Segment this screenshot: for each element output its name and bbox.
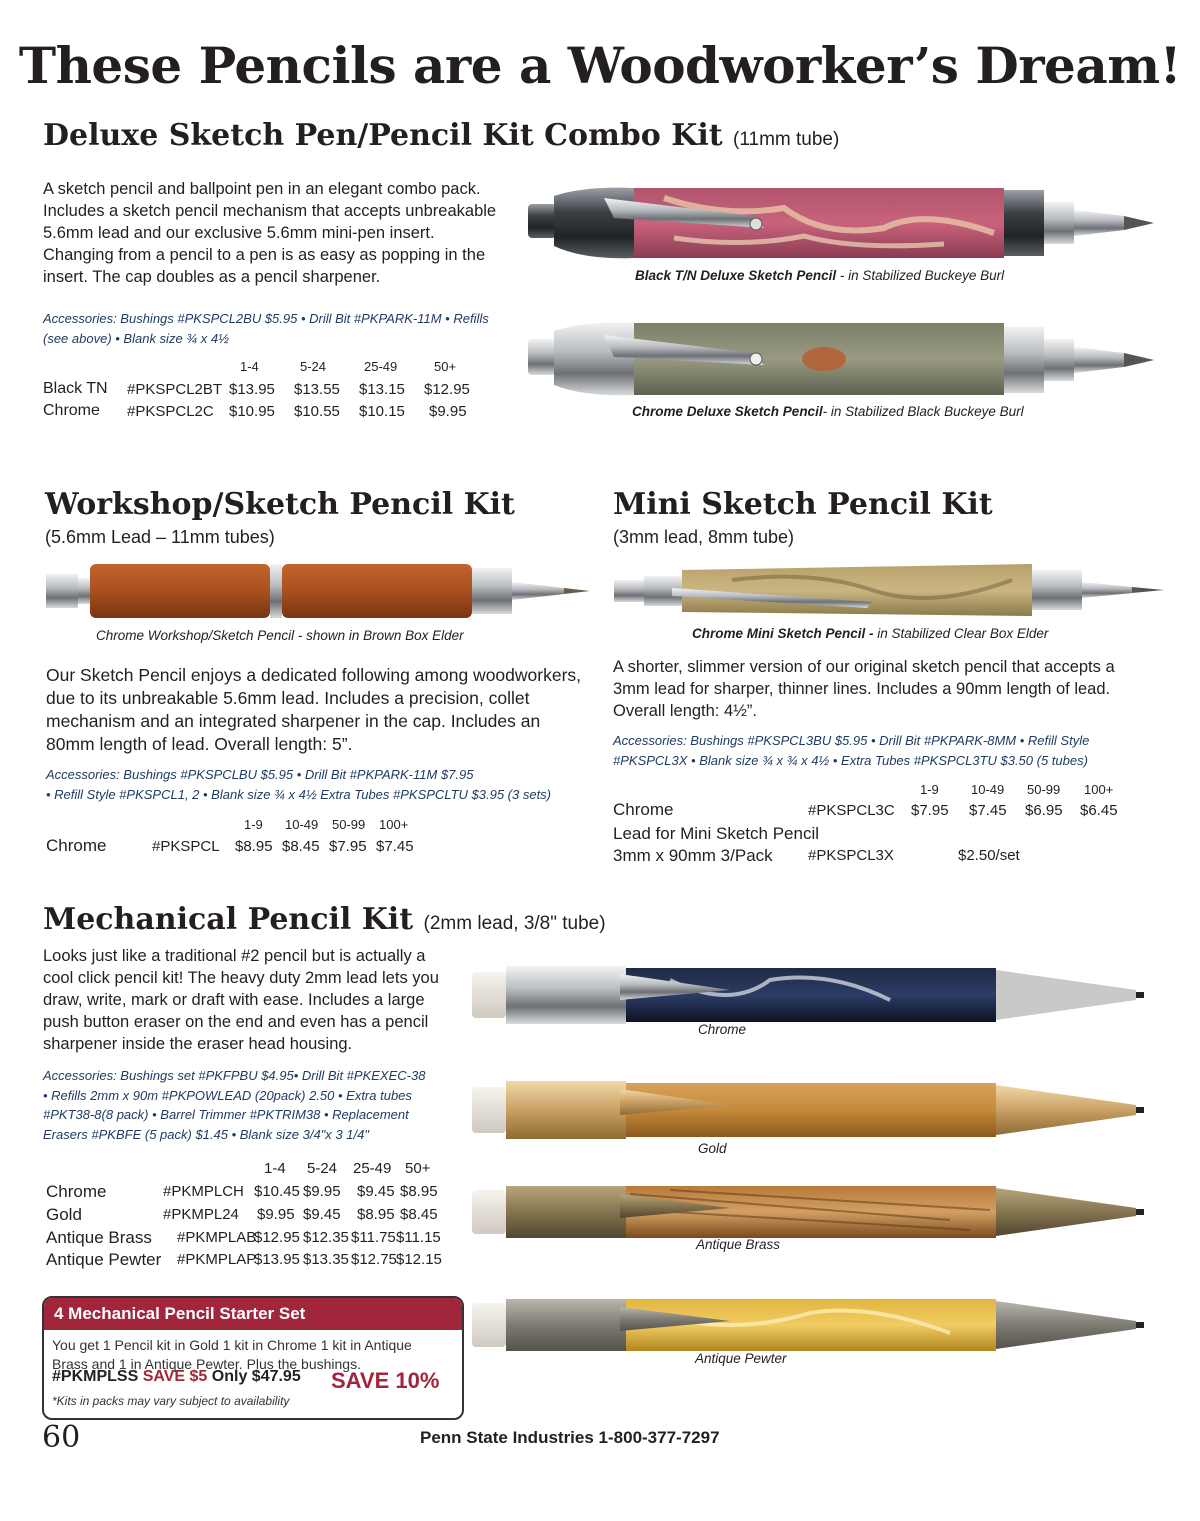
mechanical-desc-line: Looks just like a traditional #2 pencil but is actually a xyxy=(43,947,426,965)
table-row-name: Black TN xyxy=(43,380,108,397)
starter-set-title: 4 Mechanical Pencil Starter Set xyxy=(44,1298,462,1330)
mechanical-subtitle: (2mm lead, 3/8" tube) xyxy=(423,913,606,934)
table-cell-price: $6.95 xyxy=(1025,802,1063,819)
table-row-sku: #PKMPLCH xyxy=(163,1183,244,1200)
mini-desc-line: A shorter, slimmer version of our original sketch pencil that accepts a xyxy=(613,658,1115,676)
workshop-desc-line: Our Sketch Pencil enjoys a dedicated following among woodworkers, xyxy=(46,665,582,685)
table-cell-price: $9.45 xyxy=(357,1183,395,1200)
price-header: 25-49 xyxy=(364,359,398,374)
price-header: 50+ xyxy=(405,1160,431,1177)
table-cell-price: $7.95 xyxy=(911,802,949,819)
caption-bold: Black T/N Deluxe Sketch Pencil xyxy=(635,268,837,283)
chrome-deluxe-caption xyxy=(632,404,1024,419)
deluxe-description xyxy=(43,178,513,288)
table-row-sku: #PKMPLAB xyxy=(177,1229,257,1246)
mechanical-title: Mechanical Pencil Kit xyxy=(43,902,414,937)
chrome-mechanical-caption: Chrome xyxy=(698,1022,747,1037)
caption-bold: Chrome Mini Sketch Pencil - xyxy=(692,626,874,641)
price-header: 1-4 xyxy=(240,359,259,374)
mini-accessories xyxy=(613,731,1173,770)
table-cell-price: $9.95 xyxy=(429,403,467,420)
workshop-sketch-pencil-image xyxy=(44,560,594,622)
table-cell-price: $7.95 xyxy=(329,838,367,855)
page-number: 60 xyxy=(42,1420,81,1455)
table-row-name: Chrome xyxy=(613,800,674,819)
lead-refill-price: $2.50/set xyxy=(958,847,1020,864)
table-cell-price: $9.95 xyxy=(257,1206,295,1223)
table-row-name: Antique Brass xyxy=(46,1228,152,1247)
starter-set-box xyxy=(42,1296,464,1420)
table-cell-price: $12.95 xyxy=(424,381,470,398)
mini-sketch-pencil-image xyxy=(612,560,1172,620)
workshop-caption: Chrome Workshop/Sketch Pencil - shown in Brown Box Elder xyxy=(96,628,464,643)
table-row-name: Chrome xyxy=(46,1182,107,1201)
workshop-acc-line: Accessories: Bushings #PKSPCLBU $5.95 • Drill Bit #PKPARK-11M $7.95 xyxy=(46,767,474,782)
price-header: 5-24 xyxy=(300,359,327,374)
table-cell-price: $13.55 xyxy=(294,381,340,398)
mini-title: Mini Sketch Pencil Kit xyxy=(613,487,993,522)
mini-acc-line: #PKSPCL3X • Blank size ¾ x ¾ x 4½ • Extra Tubes #PKSPCL3TU $3.50 (5 tubes) xyxy=(613,752,1088,768)
gold-mechanical-pencil-image xyxy=(470,1075,1150,1145)
table-cell-price: $13.95 xyxy=(229,381,275,398)
deluxe-acc-line: Accessories: Bushings #PKSPCL2BU $5.95 • Drill Bit #PKPARK-11M • Refills xyxy=(43,311,489,326)
black-tn-sketch-pencil-image xyxy=(524,178,1164,268)
price-header: 50-99 xyxy=(1027,782,1061,797)
table-cell-price: $11.75 xyxy=(351,1229,396,1246)
deluxe-title: Deluxe Sketch Pen/Pencil Kit Combo Kit xyxy=(43,118,723,153)
antique-pewter-mechanical-caption: Antique Pewter xyxy=(695,1351,787,1366)
price-header: 1-9 xyxy=(244,817,263,832)
table-cell-price: $13.15 xyxy=(359,381,405,398)
table-row-name: Chrome xyxy=(46,836,107,855)
table-cell-price: $13.35 xyxy=(303,1251,349,1268)
table-row-name: Gold xyxy=(46,1205,82,1224)
table-row-sku: #PKSPCL xyxy=(152,838,220,855)
table-cell-price: $12.95 xyxy=(254,1229,300,1246)
table-cell-price: $12.15 xyxy=(396,1251,442,1268)
lead-refill-sku: #PKSPCL3X xyxy=(808,847,894,864)
price-header: 50+ xyxy=(434,359,457,374)
table-cell-price: $7.45 xyxy=(969,802,1007,819)
starter-set-price: Only $47.95 xyxy=(211,1368,301,1385)
mechanical-acc-line: #PKT38-8(8 pack) • Barrel Trimmer #PKTRIM38 • Replacement xyxy=(43,1107,409,1122)
mechanical-accessories xyxy=(43,1066,463,1144)
deluxe-desc-line: 5.6mm lead and our exclusive 5.6mm mini-pen insert. xyxy=(43,224,435,242)
mini-desc-line: 3mm lead for sharper, thinner lines. Includes a 90mm length of lead. xyxy=(613,680,1111,698)
antique-brass-mechanical-caption: Antique Brass xyxy=(696,1237,781,1252)
table-cell-price: $10.45 xyxy=(254,1183,300,1200)
table-row-sku: #PKSPCL2C xyxy=(127,403,214,420)
mechanical-acc-line: Erasers #PKBFE (5 pack) $1.45 • Blank size 3/4"x 3 1/4" xyxy=(43,1126,369,1142)
table-cell-price: $10.55 xyxy=(294,403,340,420)
starter-set-sku: #PKMPLSS xyxy=(52,1368,139,1385)
workshop-title: Workshop/Sketch Pencil Kit xyxy=(45,487,515,522)
caption-bold: Chrome Deluxe Sketch Pencil xyxy=(632,404,823,419)
table-cell-price: $9.45 xyxy=(303,1206,341,1223)
table-row-name: Antique Pewter xyxy=(46,1250,162,1269)
table-cell-price: $12.35 xyxy=(303,1229,349,1246)
table-cell-price: $7.45 xyxy=(376,838,414,855)
mini-acc-line: Accessories: Bushings #PKSPCL3BU $5.95 • Drill Bit #PKPARK-8MM • Refill Style xyxy=(613,733,1090,748)
starter-set-note: *Kits in packs may vary subject to availability xyxy=(52,1394,290,1408)
table-cell-price: $8.95 xyxy=(235,838,273,855)
workshop-desc-line: due to its unbreakable 5.6mm lead. Includes a precision, collet xyxy=(46,688,530,708)
mechanical-desc-line: sharpener inside the eraser head housing. xyxy=(43,1035,353,1053)
deluxe-desc-line: A sketch pencil and ballpoint pen in an elegant combo pack. xyxy=(43,180,481,198)
price-header: 50-99 xyxy=(332,817,366,832)
black-tn-caption xyxy=(635,268,1004,283)
deluxe-accessories xyxy=(43,309,513,348)
starter-set-line: You get 1 Pencil kit in Gold 1 kit in Chrome 1 kit in Antique xyxy=(52,1337,412,1353)
footer-company: Penn State Industries 1-800-377-7297 xyxy=(420,1428,720,1447)
mini-description xyxy=(613,656,1173,722)
table-cell-price: $10.15 xyxy=(359,403,405,420)
table-cell-price: $13.95 xyxy=(254,1251,300,1268)
price-header: 25-49 xyxy=(353,1160,392,1177)
mini-subtitle: (3mm lead, 8mm tube) xyxy=(613,527,795,547)
price-header: 100+ xyxy=(1084,782,1114,797)
antique-brass-mechanical-pencil-image xyxy=(470,1180,1150,1245)
workshop-desc-line: 80mm length of lead. Overall length: 5”. xyxy=(46,734,353,754)
price-header: 5-24 xyxy=(307,1160,338,1177)
mechanical-desc-line: push button eraser on the end and even has a pencil xyxy=(43,1013,429,1031)
table-cell-price: $6.45 xyxy=(1080,802,1118,819)
workshop-desc-line: mechanism and an integrated sharpener in the cap. Includes an xyxy=(46,711,541,731)
caption-rest: - in Stabilized Buckeye Burl xyxy=(836,268,1005,283)
mechanical-section-title xyxy=(43,902,606,937)
table-cell-price: $8.95 xyxy=(400,1183,438,1200)
save-percent-badge: SAVE 10% xyxy=(331,1368,440,1393)
table-row-name: Chrome xyxy=(43,402,100,419)
starter-set-offer xyxy=(52,1368,301,1386)
starter-set-save: SAVE $5 xyxy=(142,1368,208,1385)
chrome-deluxe-sketch-pencil-image xyxy=(524,315,1164,405)
mechanical-description xyxy=(43,945,463,1055)
table-cell-price: $10.95 xyxy=(229,403,275,420)
price-header: 100+ xyxy=(379,817,409,832)
table-row-sku: #PKSPCL2BT xyxy=(127,381,223,398)
mechanical-acc-line: Accessories: Bushings set #PKFPBU $4.95• Drill Bit #PKEXEC-38 xyxy=(43,1068,426,1083)
table-cell-price: $8.45 xyxy=(282,838,320,855)
chrome-mechanical-pencil-image xyxy=(470,960,1150,1030)
deluxe-section-title xyxy=(43,118,839,153)
deluxe-desc-line: Includes a sketch pencil mechanism that accepts unbreakable xyxy=(43,202,497,220)
starter-set-line: Brass and 1 in Antique Pewter. Plus the bushings. xyxy=(52,1356,361,1372)
table-row-sku: #PKMPL24 xyxy=(163,1206,239,1223)
table-cell-price: $11.15 xyxy=(396,1229,441,1246)
mini-caption xyxy=(692,626,1048,641)
price-header: 10-49 xyxy=(285,817,319,832)
price-header: 10-49 xyxy=(971,782,1005,797)
table-row-sku: #PKMPLAP xyxy=(177,1251,257,1268)
workshop-acc-line: • Refill Style #PKSPCL1, 2 • Blank size ¾ x 4½ Extra Tubes #PKSPCLTU $3.95 (3 sets) xyxy=(46,786,552,802)
table-cell-price: $8.45 xyxy=(400,1206,438,1223)
deluxe-desc-line: insert. The cap doubles as a pencil sharpener. xyxy=(43,268,381,286)
caption-rest: - in Stabilized Black Buckeye Burl xyxy=(822,404,1024,419)
mini-desc-line: Overall length: 4½”. xyxy=(613,702,757,720)
deluxe-acc-line: (see above) • Blank size ¾ x 4½ xyxy=(43,330,229,346)
mechanical-desc-line: draw, write, mark or draft with ease. Includes a large xyxy=(43,991,425,1009)
price-header: 1-9 xyxy=(920,782,939,797)
page-title: These Pencils are a Woodworker’s Dream! xyxy=(18,36,1182,95)
lead-refill-spec: 3mm x 90mm 3/Pack xyxy=(613,846,773,865)
workshop-description xyxy=(46,664,591,756)
lead-refill-name: Lead for Mini Sketch Pencil xyxy=(613,824,819,843)
table-cell-price: $12.75 xyxy=(351,1251,397,1268)
workshop-accessories xyxy=(46,765,596,804)
antique-pewter-mechanical-pencil-image xyxy=(470,1293,1150,1358)
table-cell-price: $9.95 xyxy=(303,1183,341,1200)
caption-rest: in Stabilized Clear Box Elder xyxy=(873,626,1049,641)
table-row-sku: #PKSPCL3C xyxy=(808,802,895,819)
mechanical-acc-line: • Refills 2mm x 90m #PKPOWLEAD (20pack) 2.50 • Extra tubes xyxy=(43,1087,412,1103)
deluxe-subtitle: (11mm tube) xyxy=(733,129,840,150)
workshop-subtitle: (5.6mm Lead – 11mm tubes) xyxy=(45,527,275,547)
table-cell-price: $8.95 xyxy=(357,1206,395,1223)
gold-mechanical-caption: Gold xyxy=(698,1141,727,1156)
price-header: 1-4 xyxy=(264,1160,286,1177)
mechanical-desc-line: cool click pencil kit! The heavy duty 2mm lead lets you xyxy=(43,969,439,987)
deluxe-desc-line: Changing from a pencil to a pen is as easy as popping in the xyxy=(43,246,486,264)
